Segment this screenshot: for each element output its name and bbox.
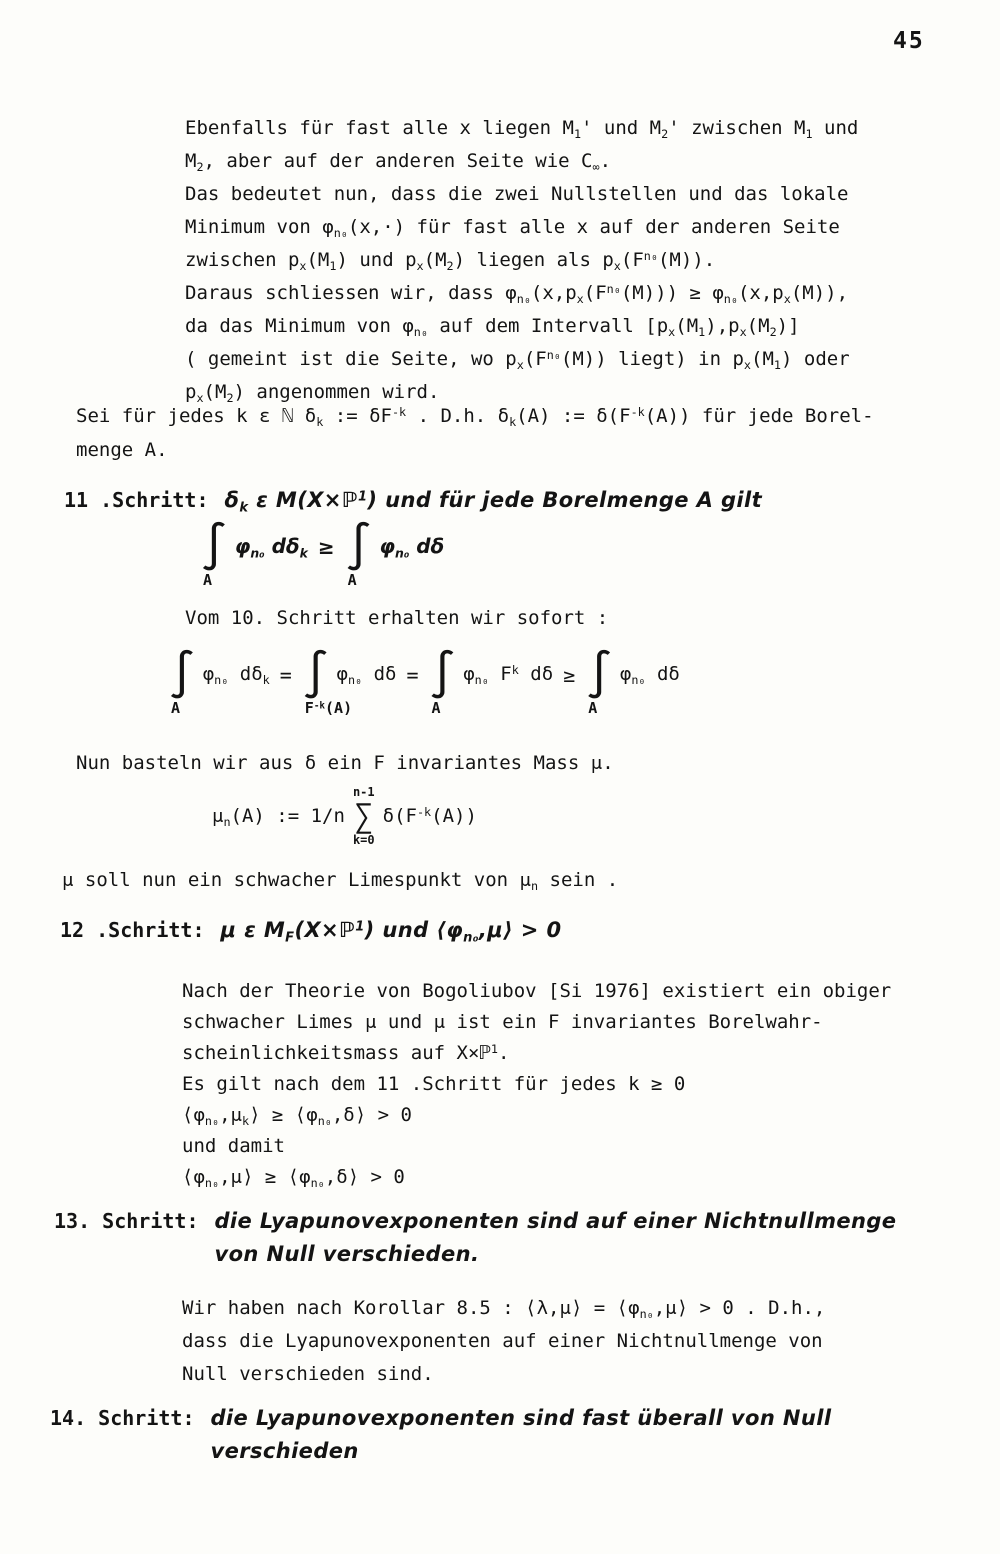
integral-term [344, 519, 445, 589]
integral-sign: ∫ [200, 519, 228, 573]
paragraph-mu-soll [62, 864, 618, 897]
integral-limit: $F^{-k}(A)$ [304, 699, 353, 717]
integral-term [200, 519, 308, 589]
sum-lower-limit: k=0 [352, 833, 375, 847]
formula-lhs: $\mu_n(A)$ := 1/n [212, 805, 345, 830]
step-label: 13. Schritt: [54, 1209, 199, 1233]
integral-body: $\varphi_{n_0}$ $F^k$ dδ [463, 663, 554, 688]
step-statement [215, 1205, 897, 1271]
relation-sign: = [279, 663, 292, 687]
sum-operator [353, 785, 375, 847]
intro-paragraph [185, 112, 935, 409]
text-line: Null verschieden sind. [182, 1363, 434, 1385]
statement-line: verschieden [210, 1439, 359, 1463]
text-line: zwischen $p_x(M_1)$ und $p_x(M_2)$ liegen als $p_x(F^{n_0}(M))$. [185, 249, 716, 274]
formula-rhs: $\delta(F^{-k}(A))$ [382, 805, 477, 827]
integral-term [428, 647, 554, 717]
step-statement [211, 1402, 832, 1468]
integral-body: $\varphi_{n_0}$ dδ [619, 663, 680, 688]
paragraph-nun [76, 747, 614, 780]
text-line: μ soll nun ein schwacher Limespunkt von $\mu_n$ sein . [62, 869, 619, 894]
text-line: schwacher Limes μ und μ ist ein F invariantes Borelwahr- [182, 1011, 823, 1033]
paragraph-step13 [182, 1292, 962, 1391]
relation-sign: = [406, 663, 419, 687]
text-line: Nach der Theorie von Bogoliubov [Si 1976] existiert ein obiger [182, 980, 892, 1002]
text-line: Sei für jedes k ε ℕ $\delta_k$ := $\delta F^{-k}$ . D.h. $\delta_k(A)$ := $\delta(F^{-k}(A))$ für jede Borel- [76, 405, 874, 430]
integral-sign: ∫ [168, 647, 196, 701]
paragraph-step12 [182, 976, 962, 1193]
integral-body: $\varphi_{n_0}$ $d\delta_k$ [234, 534, 308, 561]
integral-body: $\varphi_{n_0}$ dδ [379, 534, 445, 561]
sum-sign: ∑ [354, 797, 374, 835]
text-line: Das bedeutet nun, dass die zwei Nullstellen und das lokale [185, 183, 849, 205]
integral-limit: A [431, 699, 441, 717]
text-line: Minimum von $\varphi_{n_0}(x,\cdot)$ für fast alle x auf der anderen Seite [185, 216, 840, 241]
page-number: 45 [893, 28, 925, 54]
formula-mu [212, 785, 477, 847]
integral-limit: A [347, 571, 357, 589]
integral-term [585, 647, 680, 717]
text-line: $M_2$, aber auf der anderen Seite wie $C_\infty$. [185, 150, 612, 175]
statement-line: die Lyapunovexponenten sind auf einer Nichtnullmenge [214, 1209, 897, 1233]
text-line: Vom 10. Schritt erhalten wir sofort : [185, 607, 609, 629]
text-line: $⟨\varphi_{n_0},\mu⟩$ ≥ $⟨\varphi_{n_0},\delta⟩ > 0$ [182, 1166, 405, 1191]
text-line: Daraus schliessen wir, dass $\varphi_{n_0}(x,p_x(F^{n_0}(M))) \ge \varphi_{n_0}(x,p_x(M))$, [185, 282, 849, 307]
integral-body: $\varphi_{n_0}$ $d\delta_k$ [202, 663, 270, 688]
integral-sign: ∫ [428, 647, 457, 701]
integral-sign: ∫ [344, 519, 373, 573]
text-line: Es gilt nach dem 11 .Schritt für jedes k ≥ 0 [182, 1073, 686, 1095]
paragraph-vom10 [185, 602, 608, 635]
text-line: $p_x(M_2)$ angenommen wird. [185, 381, 440, 406]
statement-line: von Null verschieden. [214, 1242, 480, 1266]
integral-limit: A [203, 571, 213, 589]
statement-line: die Lyapunovexponenten sind fast überall von Null [210, 1406, 832, 1430]
formula-chain [168, 647, 690, 717]
step-13-heading [54, 1205, 896, 1271]
integral-body: $\varphi_{n_0}$ dδ [336, 663, 397, 688]
relation-sign: ≥ [563, 663, 576, 687]
step-statement: $\delta_k$ ε M(X×ℙ$^1$) und für jede Borelmenge A gilt [224, 488, 763, 516]
step-11-heading [64, 484, 762, 517]
text-line: Ebenfalls für fast alle x liegen $M_1'$ und $M_2'$ zwischen $M_1$ und [185, 117, 859, 142]
step-14-heading [50, 1402, 831, 1468]
integral-limit: A [588, 699, 598, 717]
text-line: Nun basteln wir aus δ ein F invariantes Mass μ. [76, 752, 614, 774]
text-line: $⟨\varphi_{n_0},\mu_k⟩$ ≥ $⟨\varphi_{n_0},\delta⟩ > 0$ [182, 1104, 412, 1129]
sum-upper-limit: n-1 [352, 785, 375, 799]
formula-step11 [200, 519, 454, 589]
step-label: 11 .Schritt: [64, 488, 209, 512]
step-label: 14. Schritt: [50, 1406, 195, 1430]
relation-sign: ≥ [317, 535, 335, 559]
text-line: und damit [182, 1135, 285, 1157]
text-line: menge A. [76, 439, 168, 461]
integral-limit: A [171, 699, 181, 717]
text-line: da das Minimum von $\varphi_{n_0}$ auf dem Intervall $[p_x(M_1),p_x(M_2)]$ [185, 315, 800, 340]
text-line: ( gemeint ist die Seite, wo $p_x(F^{n_0}(M))$ liegt) in $p_x(M_1)$ oder [185, 348, 850, 373]
text-line: dass die Lyapunovexponenten auf einer Nichtnullmenge von [182, 1330, 823, 1352]
integral-term [168, 647, 270, 717]
text-line: Wir haben nach Korollar 8.5 : ⟨λ,μ⟩ = $⟨\varphi_{n_0},\mu⟩ > 0$ . D.h., [182, 1297, 826, 1322]
paragraph-sei [76, 399, 956, 467]
step-12-heading [60, 914, 562, 947]
integral-sign: ∫ [301, 647, 330, 701]
integral-term [301, 647, 397, 717]
step-statement: μ ε $M_F(X\times ℙ^1)$ und $⟨\varphi_{n_0},\mu⟩ > 0$ [220, 918, 562, 946]
text-line: scheinlichkeitsmass auf X×ℙ$^1$. [182, 1042, 510, 1064]
integral-sign: ∫ [585, 647, 613, 701]
step-label: 12 .Schritt: [60, 918, 205, 942]
